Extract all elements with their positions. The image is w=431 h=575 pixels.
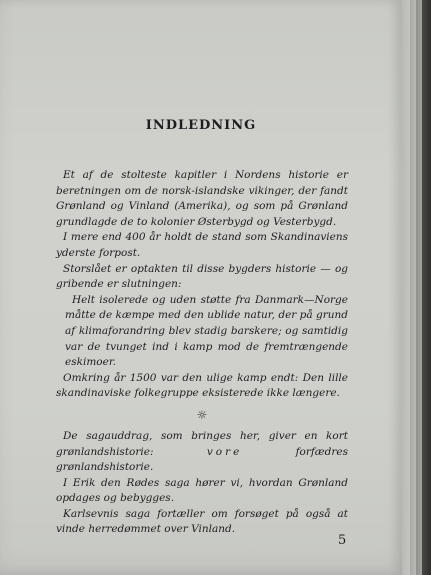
paragraph-1: Et af de stolteste kapitler i Nordens historie er beretningen om de norsk-islandske vikinger, der fandt Grønland og Vinland (Amerika), og som på Grønland grundlagde de to kolonier Østerbygd og Vesterbygd. [56, 169, 348, 228]
paragraph-5: Omkring år 1500 var den ulige kamp endt: Den lille skandinaviske folkegruppe eksisterede ikke længere. [56, 371, 348, 400]
paragraph-2: I mere end 400 år holdt de stand som Skandinaviens yderste forpost. [56, 231, 348, 259]
page-number: 5 [338, 533, 347, 548]
paragraph-7: I Erik den Rødes saga hører vi, hvordan Grønland opdages og bebygges. [56, 476, 348, 505]
section-separator-icon: ☼ [196, 407, 208, 422]
paragraph-3: Storslået er optakten til disse bygders historie — og gribende er slutningen: [56, 262, 348, 291]
paragraph-4: Helt isolerede og uden støtte fra Danmark—Norge måtte de kæmpe med den ublide natur, der på grund af klimaforandring blev stadig barskere; og samtidig var de tvunget ind i kamp mod de fremtrængende eskimoer. [65, 293, 348, 369]
book-background [422, 0, 431, 575]
page-body [56, 168, 348, 538]
paragraph-6 [56, 429, 348, 476]
paragraph-6-spaced-word: vore [206, 445, 243, 458]
paragraph-6-start: De sagauddrag, som bringes her, giver en kort grønlandshistorie: [56, 429, 348, 458]
page-heading: INDLEDNING [145, 118, 257, 133]
page-edge [402, 0, 410, 575]
paragraph-8: Karlsevnis saga fortæller om forsøget på også at vinde herredømmet over Vinland. [56, 507, 348, 536]
paragraph-6-end: forfædres grønlandshistorie. [56, 445, 348, 474]
